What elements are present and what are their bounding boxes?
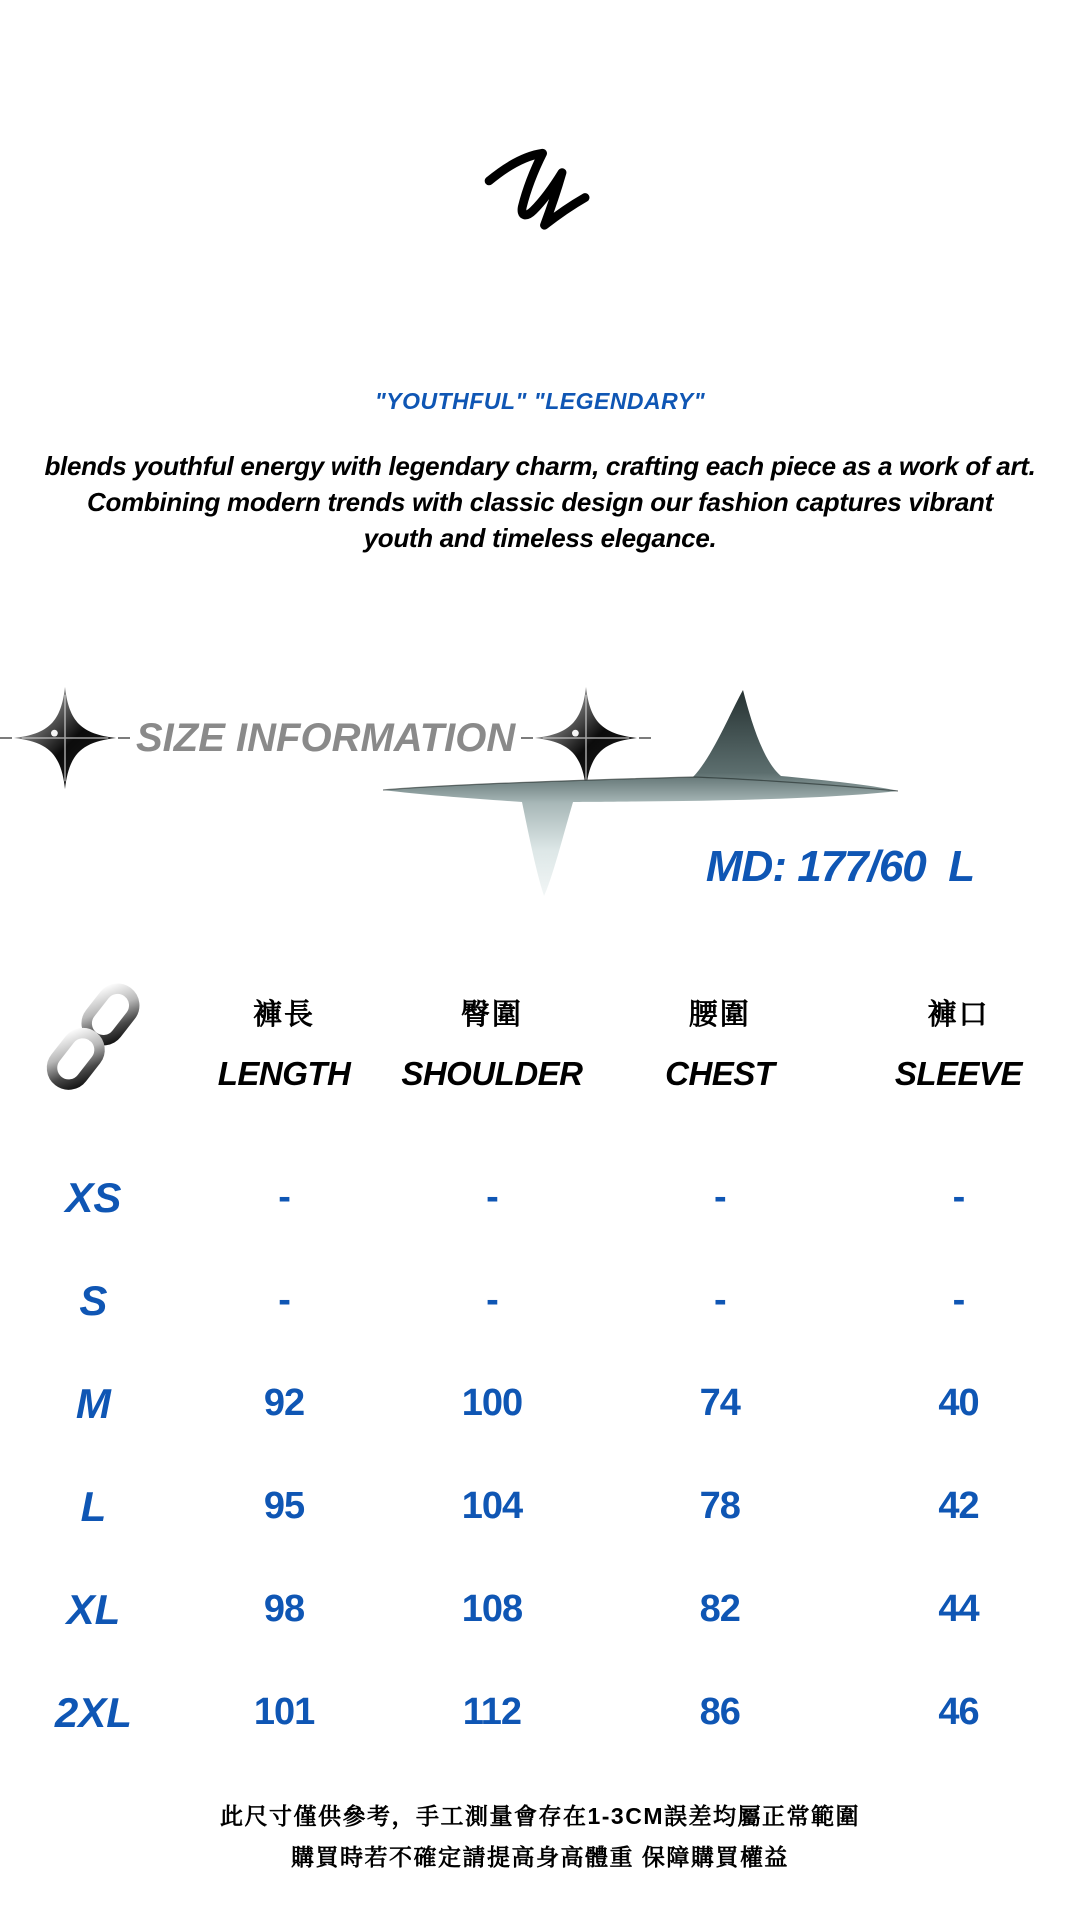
size-value: 104 xyxy=(461,1485,523,1527)
column-header-zh: 腰圍 xyxy=(688,999,751,1031)
disclaimer-line: 此尺寸僅供參考，手工測量會存在1-3CM誤差均屬正常範圍 xyxy=(219,1803,860,1829)
flare-dash xyxy=(118,737,130,739)
column-header-zh: 臀圍 xyxy=(460,999,523,1031)
size-value: - xyxy=(486,1176,498,1218)
size-label: S xyxy=(79,1276,108,1324)
size-label: L xyxy=(80,1482,107,1530)
brand-description xyxy=(0,448,1080,556)
column-header-en: SHOULDER xyxy=(401,1055,583,1092)
size-value: - xyxy=(713,1279,726,1321)
table-row xyxy=(0,1455,1080,1558)
size-table xyxy=(0,978,1080,1764)
size-value: 112 xyxy=(462,1691,522,1733)
size-value: 98 xyxy=(263,1588,305,1630)
size-label: 2XL xyxy=(54,1688,132,1736)
size-value: - xyxy=(713,1176,726,1218)
size-value: 46 xyxy=(938,1691,979,1733)
column-header-zh: 褲口 xyxy=(927,999,990,1031)
disclaimer-line: 購買時若不確定請提高身高體重 保障購買權益 xyxy=(291,1844,789,1870)
table-corner xyxy=(0,978,187,1098)
brand-logo xyxy=(478,142,598,242)
column-header xyxy=(381,978,602,1098)
table-row xyxy=(0,1146,1080,1249)
size-disclaimer xyxy=(0,1796,1080,1878)
size-value: 101 xyxy=(253,1691,315,1733)
brand-tagline: "YOUTHFUL" "LEGENDARY" xyxy=(374,388,706,414)
table-row xyxy=(0,1352,1080,1455)
brush-stroke-mark-icon xyxy=(478,142,598,242)
table-row xyxy=(0,1249,1080,1352)
section-title: SIZE INFORMATION xyxy=(136,715,516,760)
size-value: - xyxy=(278,1176,290,1218)
sparkle-star-icon xyxy=(12,685,118,791)
size-value: 74 xyxy=(699,1382,740,1424)
size-label: M xyxy=(75,1379,111,1427)
size-table-rows xyxy=(0,1146,1080,1764)
column-header xyxy=(837,978,1080,1098)
size-value: 108 xyxy=(461,1588,523,1630)
description-line: youth and timeless elegance. xyxy=(363,523,717,553)
table-row xyxy=(0,1661,1080,1764)
column-header-en: CHEST xyxy=(665,1055,775,1092)
column-header-zh: 褲長 xyxy=(253,999,316,1031)
size-value: - xyxy=(952,1176,965,1218)
table-row xyxy=(0,1558,1080,1661)
size-value: 92 xyxy=(263,1382,305,1424)
column-header-en: LENGTH xyxy=(217,1055,351,1092)
description-line: blends youthful energy with legendary charm, crafting each piece as a work of art. xyxy=(44,451,1036,481)
size-table-header xyxy=(0,978,1080,1098)
size-label: XS xyxy=(65,1173,122,1221)
chain-link-icon xyxy=(40,978,146,1098)
size-value: 100 xyxy=(461,1382,523,1424)
model-size-label: MD: 177/60 L xyxy=(705,842,975,891)
size-value: 86 xyxy=(699,1691,740,1733)
size-label: XL xyxy=(66,1585,121,1633)
size-value: 82 xyxy=(699,1588,740,1630)
size-value: 40 xyxy=(938,1382,979,1424)
size-value: 44 xyxy=(938,1588,979,1630)
size-value: - xyxy=(486,1279,498,1321)
size-value: 78 xyxy=(699,1485,740,1527)
size-value: 42 xyxy=(938,1485,979,1527)
column-header xyxy=(187,978,381,1098)
size-value: - xyxy=(952,1279,965,1321)
flare-dash xyxy=(0,737,12,739)
description-line: Combining modern trends with classic design our fashion captures vibrant xyxy=(87,487,993,517)
column-header xyxy=(603,978,837,1098)
column-header-en: SLEEVE xyxy=(894,1055,1023,1092)
size-value: - xyxy=(278,1279,290,1321)
size-value: 95 xyxy=(263,1485,305,1527)
